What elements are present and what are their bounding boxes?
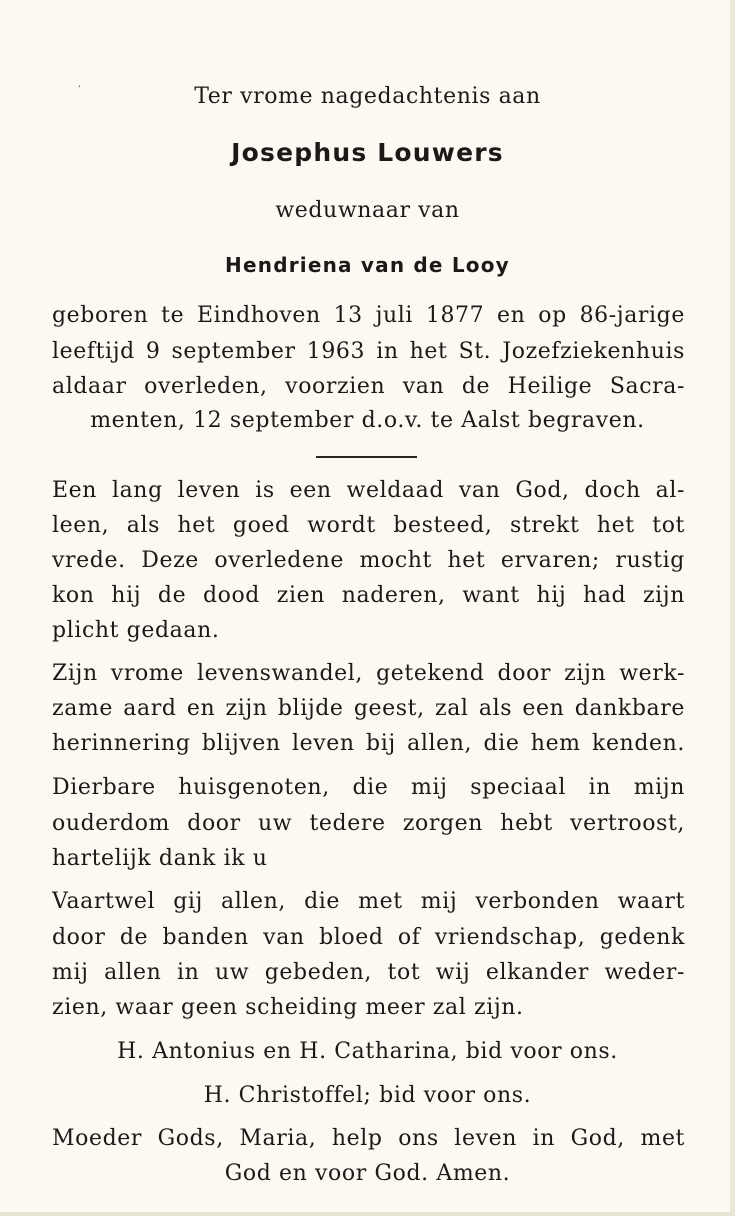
ink-mark: ,	[78, 78, 82, 89]
text-line: door de banden van bloed of vriendschap, gedenk	[52, 925, 685, 950]
text-line: plicht gedaan.	[52, 618, 220, 643]
text-line: kon hij de dood zien naderen, want hij had zijn	[52, 583, 685, 608]
deceased-name: Josephus Louwers	[231, 138, 504, 167]
prayer-line: Moeder Gods, Maria, help ons leven in God, met	[52, 1126, 685, 1151]
text-line: ouderdom door uw tedere zorgen hebt vertroost,	[52, 811, 685, 836]
relation-line: weduwnaar van	[275, 198, 460, 223]
text-line: zien, waar geen scheiding meer zal zijn.	[52, 995, 524, 1020]
bio-line: aldaar overleden, voorzien van de Heilige Sacra-	[52, 374, 685, 399]
text-line: Vaartwel gij allen, die met mij verbonden waart	[52, 889, 685, 914]
text-line: Een lang leven is een weldaad van God, doch al-	[52, 478, 685, 503]
text-line: zame aard en zijn blijde geest, zal als een dankbare	[52, 696, 685, 721]
text-line: mij allen in uw gebeden, tot wij elkander weder-	[52, 960, 685, 985]
text-line: herinnering blijven leven bij allen, die hem kenden.	[52, 731, 685, 756]
text-line: leen, als het goed wordt besteed, strekt het tot	[52, 513, 685, 538]
prayer-line: H. Christoffel; bid voor ons.	[203, 1083, 532, 1108]
bio-line: menten, 12 september d.o.v. te Aalst begraven.	[90, 408, 645, 433]
text-line: vrede. Deze overledene mocht het ervaren; rustig	[52, 548, 685, 573]
text-line: Zijn vrome levenswandel, getekend door zijn werk-	[52, 661, 685, 686]
intro-line: Ter vrome nagedachtenis aan	[194, 84, 541, 109]
prayer-line: H. Antonius en H. Catharina, bid voor ons.	[117, 1039, 618, 1064]
bio-line: geboren te Eindhoven 13 juli 1877 en op 86-jarige	[52, 303, 685, 328]
spouse-name: Hendriena van de Looy	[225, 253, 510, 277]
bio-line: leeftijd 9 september 1963 in het St. Jozefziekenhuis	[52, 339, 685, 364]
prayer-line: God en voor God. Amen.	[224, 1161, 511, 1186]
text-line: Dierbare huisgenoten, die mij speciaal in mijn	[52, 775, 685, 800]
divider	[316, 456, 417, 458]
text-line: hartelijk dank ik u	[52, 846, 268, 871]
